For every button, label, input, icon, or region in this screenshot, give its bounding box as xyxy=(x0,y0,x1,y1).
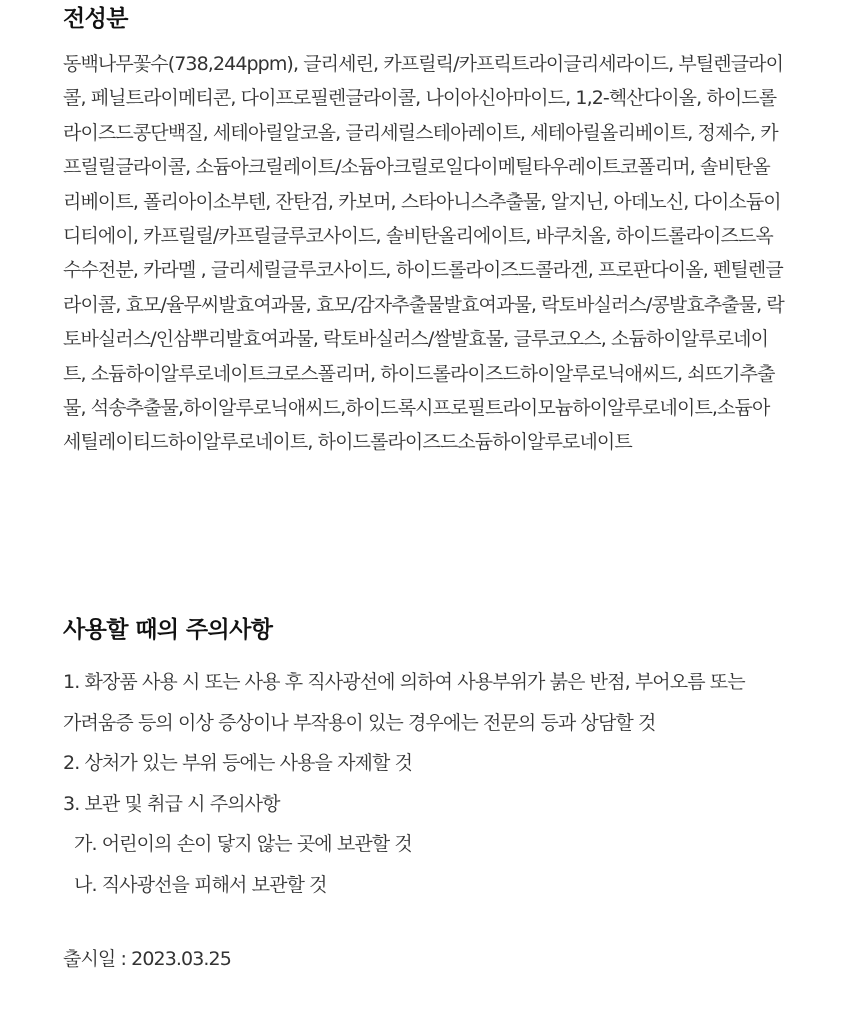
ingredients-list-text: 동백나무꽃수(738,244ppm), 글리세린, 카프릴릭/카프릭트라이글리세라이드, 부틸렌글라이콜, 페닐트라이메티콘, 다이프로필렌글라이콜, 나이아신아마이드, 1,2-헥산다이올, 하이드롤라이즈드콩단백질, 세테아릴알코올, 글리세릴스테아레이트, 세테아릴올리베이트, 정제수, 카프릴릴글라이콜, 소듐아크릴레이트/소듐아크릴로일다이메틸타우레이트코폴리머, 솔비탄올리베이트, 폴리아이소부텐, 잔탄검, 카보머, 스타아니스추출물, 알지닌, 아데노신, 다이소듐이디티에이, 카프릴릴/카프릴글루코사이드, 솔비탄올리에이트, 바쿠치올, 하이드롤라이즈드옥수수전분, 카라멜 , 글리세릴글루코사이드, 하이드롤라이즈드콜라겐, 프로판다이올, 펜틸렌글라이콜, 효모/율무씨발효여과물, 효모/감자추출물발효여과물, 락토바실러스/콩발효추출물, 락토바실러스/인삼뿌리발효여과물, 락토바실러스/쌀발효물, 글루코오스, 소듐하이알루로네이트, 소듐하이알루로네이트크로스폴리머, 하이드롤라이즈드하이알루로닉애씨드, 쇠뜨기추출물, 석송추출물,하이알루로닉애씨드,하이드록시프로필트라이모늄하이알루로네이트,소듐아세틸레이티드하이알루로네이트, 하이드롤라이즈드소듐하이알루로네이트 xyxy=(63,53,784,454)
caution-sub-item: 가. 어린이의 손이 닿지 않는 곳에 보관할 것 xyxy=(74,833,412,855)
ingredients-title: 전성분 xyxy=(63,6,128,32)
release-date: 출시일 : 2023.03.25 xyxy=(63,948,231,970)
caution-item: 3. 보관 및 취급 시 주의사항 xyxy=(63,792,280,815)
cautions-list xyxy=(63,662,793,905)
caution-item: 1. 화장품 사용 시 또는 사용 후 직사광선에 의하여 사용부위가 붉은 반점, 부어오름 또는 xyxy=(63,671,745,693)
caution-item: 2. 상처가 있는 부위 등에는 사용을 자제할 것 xyxy=(63,752,413,774)
cautions-title: 사용할 때의 주의사항 xyxy=(63,617,273,643)
caution-sub-item: 나. 직사광선을 피해서 보관할 것 xyxy=(74,873,327,896)
caution-item: 가려움증 등의 이상 증상이나 부작용이 있는 경우에는 전문의 등과 상담할 것 xyxy=(63,711,656,734)
